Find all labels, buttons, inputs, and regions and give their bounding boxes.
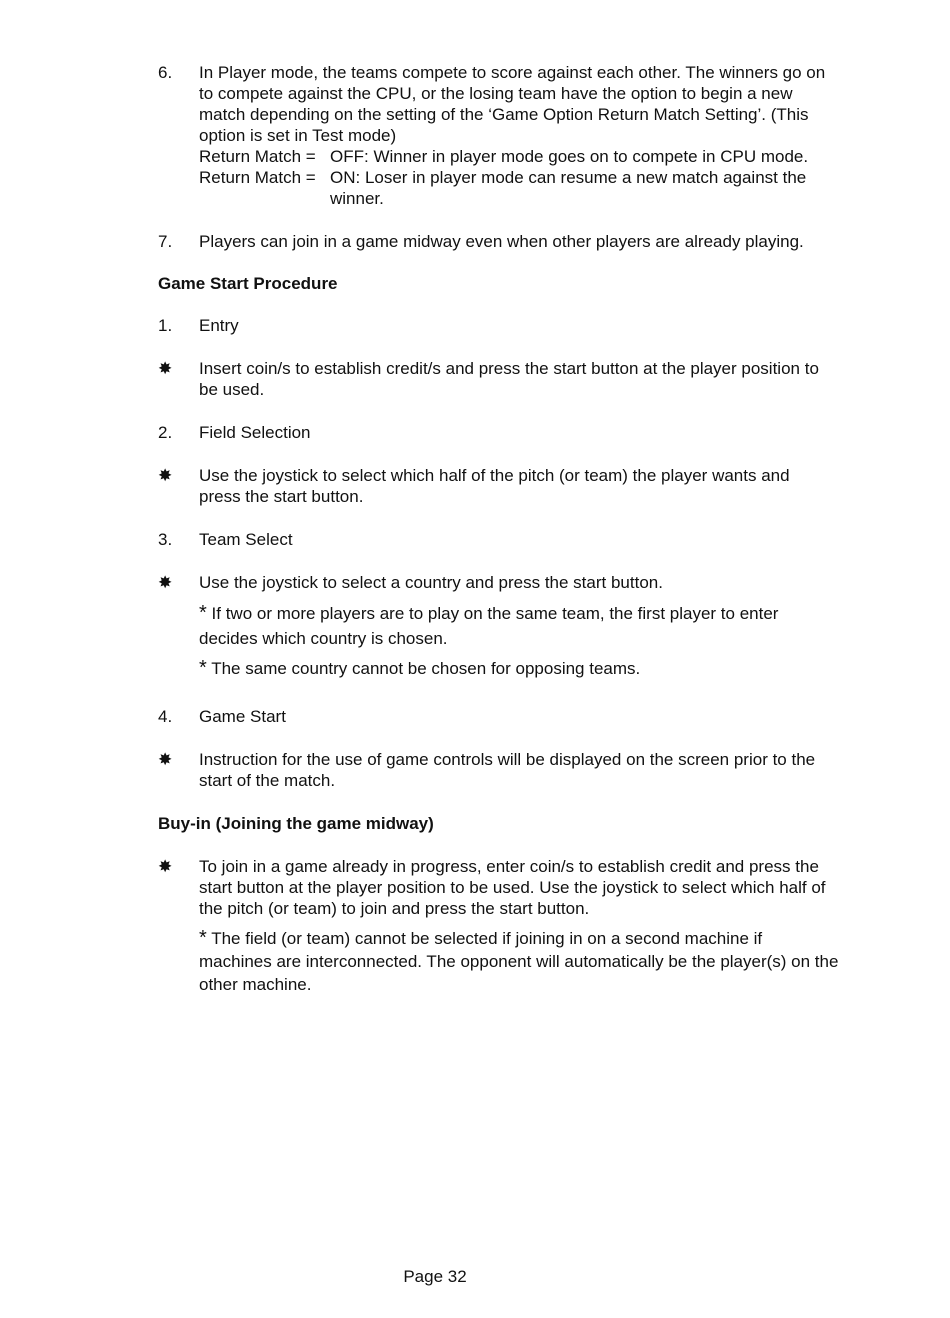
note-text: The same country cannot be chosen for opposing teams. bbox=[211, 659, 641, 678]
step-3-title: Team Select bbox=[199, 530, 293, 549]
step-3-note-1 bbox=[199, 601, 839, 651]
return-match-off-text: OFF: Winner in player mode goes on to compete in CPU mode. bbox=[330, 147, 809, 166]
step-3-number: 3. bbox=[158, 530, 173, 549]
buy-in-heading: Buy-in (Joining the game midway) bbox=[158, 814, 434, 833]
asterisk-icon: * bbox=[199, 657, 207, 679]
step-2-number: 2. bbox=[158, 423, 173, 442]
asterisk-icon: * bbox=[199, 602, 207, 624]
step-2-bullet-text: Use the joystick to select which half of the pitch (or team) the player wants and press the start button. bbox=[199, 466, 790, 506]
buy-in-note bbox=[199, 927, 839, 996]
return-match-on-text: ON: Loser in player mode can resume a new match against the winner. bbox=[330, 168, 807, 208]
item-6-number: 6. bbox=[158, 63, 173, 82]
note-text: The field (or team) cannot be selected if joining in on a second machine if machines are interconnected. The opponent will automatically be the player(s) on the other machine. bbox=[199, 929, 839, 994]
item-7-number: 7. bbox=[158, 232, 173, 251]
item-6-text: In Player mode, the teams compete to score against each other. The winners go on to compete against the CPU, or the losing team have the option to begin a new match depending on the setting of the ‘Game Option Return Match Setting’. (This option is set in Test mode) bbox=[199, 63, 826, 145]
item-7-text: Players can join in a game midway even when other players are already playing. bbox=[199, 232, 804, 251]
bullet-icon: ✸ bbox=[158, 573, 173, 592]
step-1-number: 1. bbox=[158, 316, 173, 335]
step-3-note-2 bbox=[199, 656, 839, 681]
return-match-off-label: Return Match = bbox=[199, 147, 316, 166]
page-number: Page 32 bbox=[403, 1267, 467, 1286]
step-1-title: Entry bbox=[199, 316, 239, 335]
game-start-heading: Game Start Procedure bbox=[158, 274, 338, 293]
bullet-icon: ✸ bbox=[158, 750, 173, 769]
bullet-icon: ✸ bbox=[158, 857, 173, 876]
step-4-number: 4. bbox=[158, 707, 173, 726]
asterisk-icon: * bbox=[199, 927, 207, 949]
step-1-bullet-text: Insert coin/s to establish credit/s and press the start button at the player position to be used. bbox=[199, 359, 819, 399]
buy-in-bullet-text: To join in a game already in progress, enter coin/s to establish credit and press the start button at the player position to be used. Use the joystick to select which half of the pitch (or team) to join and press the start button. bbox=[199, 857, 826, 918]
note-text: If two or more players are to play on the same team, the first player to enter decides which country is chosen. bbox=[199, 604, 779, 648]
bullet-icon: ✸ bbox=[158, 466, 173, 485]
step-4-title: Game Start bbox=[199, 707, 286, 726]
bullet-icon: ✸ bbox=[158, 359, 173, 378]
step-2-title: Field Selection bbox=[199, 423, 311, 442]
step-4-bullet-text: Instruction for the use of game controls will be displayed on the screen prior to the start of the match. bbox=[199, 750, 816, 790]
step-3-bullet-text: Use the joystick to select a country and press the start button. bbox=[199, 573, 663, 592]
return-match-on-label: Return Match = bbox=[199, 168, 316, 187]
